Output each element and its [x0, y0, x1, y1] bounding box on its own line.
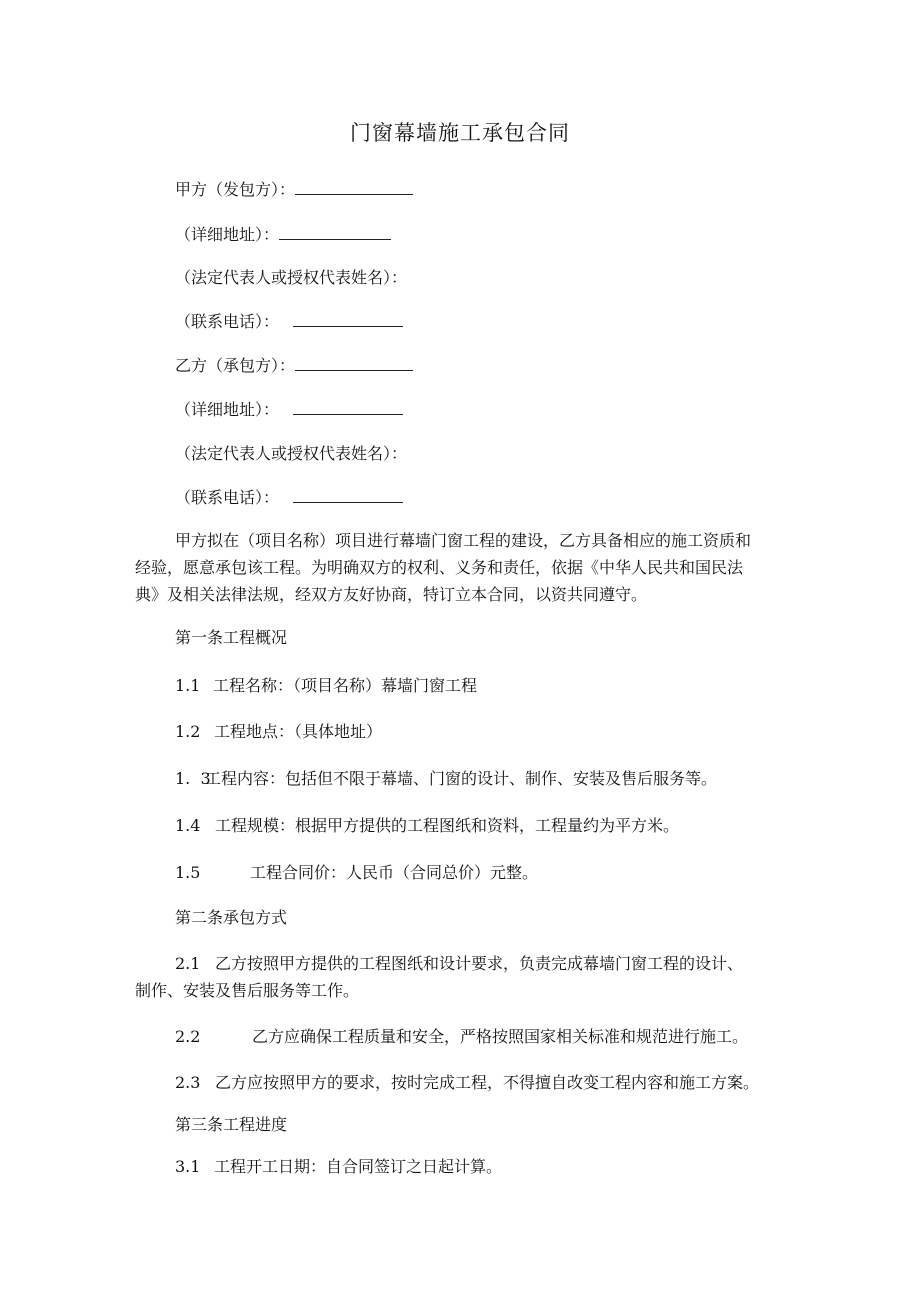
- party-a-phone-label: （联系电话）：: [175, 312, 280, 331]
- item-number: 2.1: [175, 954, 201, 973]
- party-b-label: 乙方（承包方）：: [175, 356, 296, 375]
- article-2-item-1-continued: 制作、安装及售后服务等工作。: [135, 981, 360, 1000]
- item-number: 2.2: [175, 1027, 201, 1046]
- party-a-address-blank: [279, 225, 391, 240]
- party-b-address-label: （详细地址）：: [175, 400, 280, 419]
- item-number: 2.3: [175, 1073, 201, 1092]
- item-text: 工程内容：包括但不限于幕墙、门窗的设计、制作、安装及售后服务等。: [205, 769, 718, 788]
- party-a-phone-blank: [293, 312, 403, 327]
- article-1-item-1: [175, 676, 477, 696]
- party-a-address-line: [175, 225, 391, 245]
- preamble-line-3: 典》及相关法律法规，经双方友好协商，特订立本合同，以资共同遵守。: [135, 585, 648, 604]
- party-b-address-line: [175, 400, 403, 420]
- preamble-line-1: 甲方拟在（项目名称）项目进行幕墙门窗工程的建设，乙方具备相应的施工资质和: [175, 531, 752, 550]
- article-1-item-2: [175, 722, 382, 742]
- item-text: 乙方按照甲方提供的工程图纸和设计要求，负责完成幕墙门窗工程的设计、: [215, 954, 744, 973]
- item-text: 工程名称：（项目名称）幕墙门窗工程: [213, 676, 478, 695]
- party-b-rep-line: [175, 444, 407, 464]
- item-number: 3.1: [175, 1157, 201, 1176]
- party-a-address-label: （详细地址）：: [175, 225, 280, 244]
- party-b-phone-blank: [293, 488, 403, 503]
- item-number: 1.4: [175, 816, 201, 835]
- item-text: 工程合同价：人民币（合同总价）元整。: [250, 863, 539, 882]
- article-1-item-5: [175, 863, 538, 883]
- party-b-phone-line: [175, 488, 403, 508]
- item-text: 工程规模：根据甲方提供的工程图纸和资料，工程量约为平方米。: [215, 816, 680, 835]
- item-text: 乙方应确保工程质量和安全，严格按照国家相关标准和规范进行施工。: [252, 1027, 749, 1046]
- item-number: 1. 3: [175, 769, 211, 788]
- article-2-item-1: [175, 954, 743, 974]
- article-1-heading: 第一条工程概况: [175, 628, 288, 647]
- party-b-blank: [295, 356, 413, 371]
- article-1-item-4: [175, 816, 679, 836]
- preamble-line-2: 经验，愿意承包该工程。为明确双方的权利、义务和责任，依据《中华人民共和国民法: [135, 558, 744, 577]
- item-text: 工程地点：（具体地址）: [214, 722, 383, 741]
- party-a-label: 甲方（发包方）：: [175, 180, 296, 199]
- party-a-line: [175, 180, 413, 200]
- article-2-item-2: [175, 1027, 748, 1047]
- party-a-phone-line: [175, 312, 403, 332]
- article-2-heading: 第二条承包方式: [175, 908, 288, 927]
- party-a-rep-line: [175, 268, 407, 288]
- party-b-line: [175, 356, 413, 376]
- item-number: 1.5: [175, 863, 201, 882]
- party-a-blank: [295, 180, 413, 195]
- party-a-rep-label: （法定代表人或授权代表姓名）：: [175, 268, 408, 287]
- item-number: 1.1: [175, 676, 201, 695]
- article-3-heading: 第三条工程进度: [175, 1115, 288, 1134]
- article-1-item-3: [175, 769, 717, 789]
- item-number: 1.2: [175, 722, 201, 741]
- document-title: 门窗幕墙施工承包合同: [350, 121, 570, 145]
- article-3-item-1: [175, 1157, 502, 1177]
- party-b-phone-label: （联系电话）：: [175, 488, 280, 507]
- party-b-rep-label: （法定代表人或授权代表姓名）：: [175, 444, 408, 463]
- article-2-item-3: [175, 1073, 759, 1093]
- party-b-address-blank: [293, 400, 403, 415]
- item-text: 乙方应按照甲方的要求，按时完成工程，不得擅自改变工程内容和施工方案。: [215, 1073, 760, 1092]
- item-text: 工程开工日期：自合同签订之日起计算。: [214, 1157, 503, 1176]
